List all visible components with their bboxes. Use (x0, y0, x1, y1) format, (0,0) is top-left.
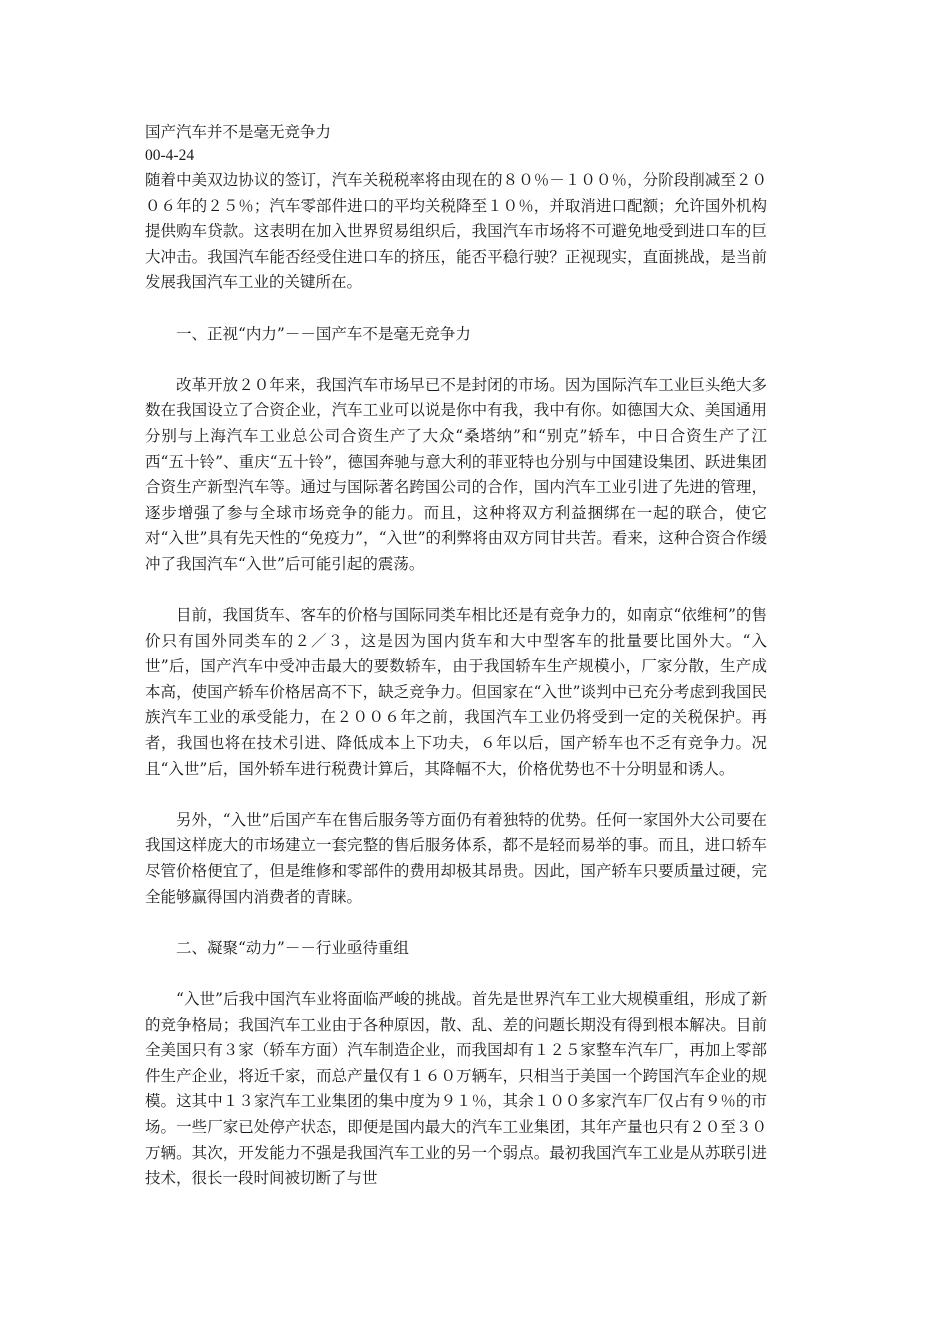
paragraph-price-competitiveness: 目前，我国货车、客车的价格与国际同类车相比还是有竞争力的，如南京“依维柯”的售价只有国外同类车的２／３，这是因为国内货车和大中型客车的批量要比国外大。“入世”后，国产汽车中受冲击最大的要数轿车，由于我国轿车生产规模小，厂家分散，生产成本高，使国产轿车价格居高不下，缺乏竞争力。但国家在“入世”谈判中已充分考虑到我国民族汽车工业的承受能力，在２００６年之前，我国汽车工业仍将受到一定的关税保护。再者，我国也将在技术引进、降低成本上下功夫，６年以后，国产轿车也不乏有竞争力。况且“入世”后，国外轿车进行税费计算后，其降幅不大，价格优势也不十分明显和诱人。 (145, 606, 767, 778)
paragraph-industry-restructuring: “入世”后我中国汽车业将面临严峻的挑战。首先是世界汽车工业大规模重组，形成了新的竞争格局；我国汽车工业由于各种原因，散、乱、差的问题长期没有得到根本解决。目前全美国只有３家（轿车方面）汽车制造企业，而我国却有１２５家整车汽车厂，再加上零部件生产企业，将近千家，而总产量仅有１６０万辆车，只相当于美国一个跨国汽车企业的规模。这其中１３家汽车工业集团的集中度为９１％，其余１００多家汽车厂仅占有９％的市场。一些厂家已处停产状态，即便是国内最大的汽车工业集团，其年产量也只有２０至３０万辆。其次，开发能力不强是我国汽车工业的另一个弱点。最初我国汽车工业是从苏联引进技术，很长一段时间被切断了与世 (145, 990, 767, 1188)
paragraph-joint-ventures: 改革开放２０年来，我国汽车市场早已不是封闭的市场。因为国际汽车工业巨头绝大多数在我国设立了合资企业，汽车工业可以说是你中有我，我中有你。如德国大众、美国通用分别与上海汽车工业总公司合资生产了大众“桑塔纳”和“别克”轿车，中日合资生产了江西“五十铃”、重庆“五十铃”，德国奔驰与意大利的菲亚特也分别与中国建设集团、跃进集团合资生产新型汽车等。通过与国际著名跨国公司的合作，国内汽车工业引进了先进的管理，逐步增强了参与全球市场竞争的能力。而且，这种将双方利益捆绑在一起的联合，使它对“入世”具有先天性的“免疫力”，“入世”的利弊将由双方同甘共苦。看来，这种合资合作缓冲了我国汽车“入世”后可能引起的震荡。 (145, 375, 767, 573)
paragraph-after-sales: 另外，“入世”后国产车在售后服务等方面仍有着独特的优势。任何一家国外大公司要在我国这样庞大的市场建立一套完整的售后服务体系，都不是轻而易举的事。而且，进口轿车尽管价格便宜了，但是维修和零部件的费用却极其昂贵。因此，国产轿车只要质量过硬，完全能够赢得国内消费者的青睐。 (145, 810, 767, 906)
section-heading-2: 二、凝聚“动力”－－行业亟待重组 (176, 938, 409, 957)
paragraph-intro: 随着中美双边协议的签订，汽车关税税率将由现在的８０％－１００％，分阶段削减至２００６年的２５％；汽车零部件进口的平均关税降至１０％，并取消进口配额；允许国外机构提供购车贷款。这表明在加入世界贸易组织后，我国汽车市场将不可避免地受到进口车的巨大冲击。我国汽车能否经受住进口车的挤压，能否平稳行驶？正视现实，直面挑战，是当前发展我国汽车工业的关键所在。 (145, 171, 767, 292)
document-page (145, 120, 767, 1192)
article-date: 00-4-24 (145, 147, 195, 164)
article-title: 国产汽车并不是毫无竞争力 (145, 123, 332, 141)
section-heading-1: 一、正视“内力”－－国产车不是毫无竞争力 (176, 324, 471, 343)
